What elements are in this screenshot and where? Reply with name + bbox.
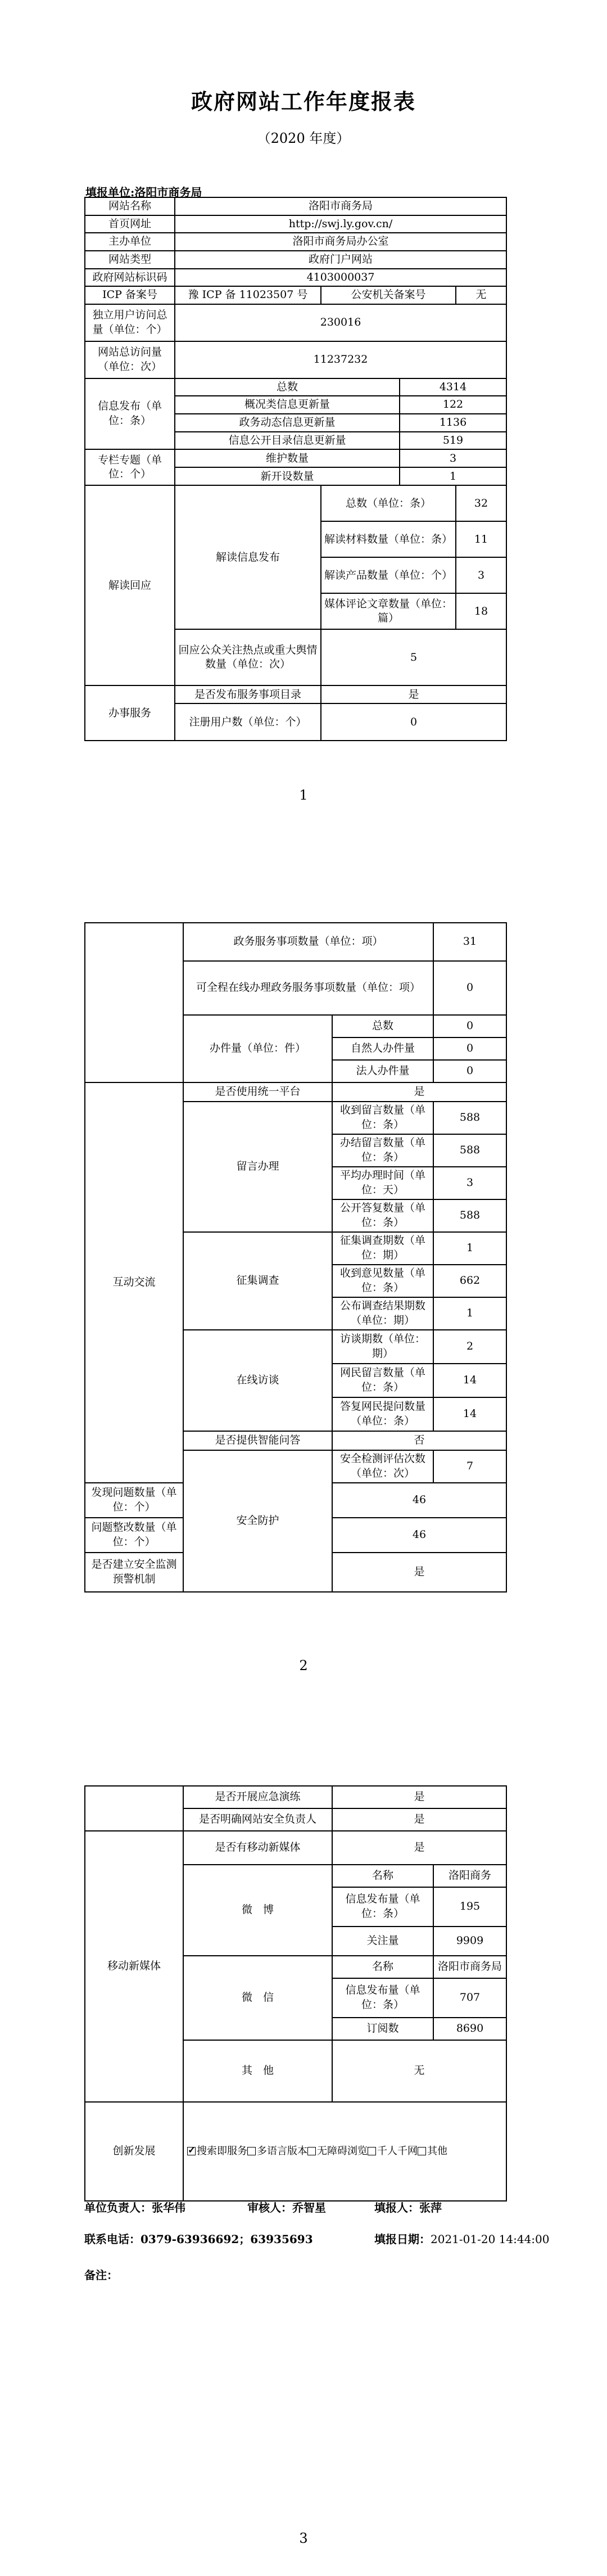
info-dynamic-value: 1136 [400,414,506,432]
reviewer-label: 审核人： [247,2201,292,2214]
respond-value: 5 [321,629,506,685]
table-row [85,251,506,269]
talk-periods-value: 2 [433,1330,506,1364]
reporting-unit-value: 洛阳市商务局 [134,186,202,199]
table-page-1 [84,197,507,741]
interp-media-value: 18 [456,593,506,629]
report-title: 政府网站工作年度报表 [191,89,416,114]
icp-label: ICP 备案号 [85,286,175,304]
site-type-value: 政府门户网站 [175,251,506,269]
innovation-option[interactable] [368,2145,418,2157]
msg-received-label: 收到留言数量（单位：条） [332,1102,433,1134]
inter-platform-value: 是 [332,1082,506,1102]
weibo-name-label: 名称 [332,1865,433,1887]
talk-questions-label: 网民留言数量（单位：条） [332,1364,433,1397]
site-code-value: 4103000037 [175,269,506,287]
table-page-3 [84,1785,507,2201]
topic-maintain-value: 3 [400,449,506,467]
head-label: 单位负责人： [84,2201,152,2214]
innovation-label: 创新发展 [85,2102,183,2201]
phone-label: 联系电话： [84,2232,141,2246]
mobile-has-label: 是否有移动新媒体 [183,1831,332,1865]
wechat-subs-label: 订阅数 [332,2018,433,2040]
table-row [85,2102,506,2201]
survey-periods-label: 征集调查期数（单位：期） [332,1232,433,1265]
innovation-option[interactable] [307,2145,368,2157]
interp-respond-label: 解读回应 [85,485,175,685]
msg-time-label: 平均办理时间（单位：天） [332,1167,433,1199]
table-row [85,233,506,251]
sec-fixed-value: 46 [332,1518,506,1553]
table-row [85,341,506,378]
police-record-value: 无 [456,286,506,304]
topic-label: 专栏专题（单位：个） [85,449,175,485]
talk-answers-value: 14 [433,1397,506,1431]
topic-new-value: 1 [400,467,506,485]
inter-platform-label: 是否使用统一平台 [183,1082,332,1102]
security-label: 安全防护 [183,1450,332,1592]
info-total-value: 4314 [400,378,506,396]
icp-value: 豫 ICP 备 11023507 号 [175,286,321,304]
page-views-label: 网站总访问量（单位：次） [85,341,175,378]
interp-product-value: 3 [456,557,506,593]
smart-qa-value: 否 [332,1431,506,1450]
survey-opinions-value: 662 [433,1265,506,1297]
date-label: 填报日期： [374,2232,431,2246]
msg-done-label: 办结留言数量（单位：条） [332,1134,433,1167]
table-row [85,197,506,215]
sec-person-value: 是 [332,1808,506,1831]
filler-label: 填报人： [374,2201,419,2214]
checkbox[interactable] [418,2147,426,2155]
respond-label: 回应公众关注热点或重大舆情数量（单位：次） [175,629,321,685]
table-row [85,215,506,233]
table-row [85,685,506,703]
sec-warning-value: 是 [332,1553,506,1592]
service-label: 办事服务 [85,685,175,741]
remark-label: 备注： [84,2268,118,2282]
table-row [85,485,506,521]
home-url-label: 首页网址 [85,215,175,233]
svc-cases-total-label: 总数 [332,1015,433,1037]
sec-checks-value: 7 [433,1450,506,1483]
innovation-checkbox-group [187,2145,504,2158]
topic-new-label: 新开设数量 [175,467,400,485]
site-type-label: 网站类型 [85,251,175,269]
survey-opinions-label: 收到意见数量（单位：条） [332,1265,433,1297]
other-media-value: 无 [332,2040,506,2102]
head-field [84,2199,185,2215]
weibo-name-value: 洛阳商务 [433,1865,506,1887]
svc-publish-label: 是否发布服务事项目录 [175,685,321,703]
online-talk-label: 在线访谈 [183,1330,332,1431]
msg-handling-label: 留言办理 [183,1102,332,1232]
interp-total-value: 32 [456,485,506,521]
svc-cases-legal-value: 0 [433,1060,506,1082]
table-page-2 [84,922,507,1592]
msg-time-value: 3 [433,1167,506,1199]
sec-drill-value: 是 [332,1786,506,1808]
wechat-subs-value: 8690 [433,2018,506,2040]
sponsor-value: 洛阳市商务局办公室 [175,233,506,251]
svc-online-value: 0 [433,961,506,1015]
svc-cases-total-value: 0 [433,1015,506,1037]
svc-users-value: 0 [321,703,506,741]
talk-questions-value: 14 [433,1364,506,1397]
sec-person-label: 是否明确网站安全负责人 [183,1808,332,1831]
survey-results-value: 1 [433,1297,506,1330]
innovation-option-label: 搜索即服务 [197,2145,247,2157]
table-row [85,1786,506,1808]
filler-value: 张萍 [419,2201,442,2214]
unique-visitors-label: 独立用户访问总量（单位：个） [85,304,175,341]
info-overview-label: 概况类信息更新量 [175,396,400,414]
site-name-value: 洛阳市商务局 [175,197,506,215]
innovation-option[interactable] [418,2145,447,2157]
interp-material-value: 11 [456,521,506,557]
date-value: 2021-01-20 14:44:00 [431,2232,550,2246]
page-number-2: 2 [299,1658,308,1673]
checkbox[interactable] [368,2147,376,2155]
table-row [85,449,506,467]
checkbox[interactable] [247,2147,256,2155]
weibo-posts-label: 信息发布量（单位：条） [332,1887,433,1927]
innovation-options [183,2102,506,2201]
checkbox[interactable] [187,2147,196,2155]
wechat-posts-label: 信息发布量（单位：条） [332,1978,433,2018]
table-row [85,923,506,961]
svc-cases-label: 办件量（单位：件） [183,1015,332,1082]
weibo-posts-value: 195 [433,1887,506,1927]
home-url-value: http://swj.ly.gov.cn/ [175,215,506,233]
info-catalog-value: 519 [400,432,506,450]
security-label-cont [85,1786,183,1831]
table-row [85,269,506,287]
interp-product-label: 解读产品数量（单位：个） [321,557,456,593]
mobile-has-value: 是 [332,1831,506,1865]
wechat-name-label: 名称 [332,1956,433,1978]
talk-periods-label: 访谈期数（单位：期） [332,1330,433,1364]
wechat-name-value: 洛阳市商务局 [433,1956,506,1978]
phone-field [84,2230,313,2246]
sponsor-label: 主办单位 [85,233,175,251]
msg-public-value: 588 [433,1199,506,1232]
msg-public-label: 公开答复数量（单位：条） [332,1199,433,1232]
site-code-label: 政府网站标识码 [85,269,175,287]
other-media-label: 其 他 [183,2040,332,2102]
topic-maintain-label: 维护数量 [175,449,400,467]
svc-online-label: 可全程在线办理政务服务事项数量（单位：项） [183,961,433,1015]
weibo-followers-value: 9909 [433,1927,506,1956]
info-overview-value: 122 [400,396,506,414]
weibo-followers-label: 关注量 [332,1927,433,1956]
smart-qa-label: 是否提供智能问答 [183,1431,332,1450]
survey-label: 征集调查 [183,1232,332,1330]
wechat-label: 微 信 [183,1956,332,2040]
table-row [85,378,506,396]
innovation-option-label: 多语言版本 [257,2145,307,2157]
sec-warning-label: 是否建立安全监测预警机制 [85,1553,183,1592]
table-row [85,1831,506,1865]
wechat-posts-value: 707 [433,1978,506,2018]
interp-total-label: 总数（单位：条） [321,485,456,521]
sec-checks-label: 安全检测评估次数（单位：次） [332,1450,433,1483]
info-publish-label: 信息发布（单位：条） [85,378,175,450]
weibo-label: 微 博 [183,1865,332,1956]
sec-found-label: 发现问题数量（单位：个） [85,1483,183,1518]
date-field [374,2230,550,2246]
table-row [85,1082,506,1102]
msg-received-value: 588 [433,1102,506,1134]
survey-periods-value: 1 [433,1232,506,1265]
svc-publish-value: 是 [321,685,506,703]
innovation-option-label: 千人千网 [377,2145,418,2157]
table-row [85,304,506,341]
service-label-cont [85,923,183,1082]
site-name-label: 网站名称 [85,197,175,215]
svc-cases-person-value: 0 [433,1037,506,1060]
page-views-value: 11237232 [175,341,506,378]
svc-users-label: 注册用户数（单位：个） [175,703,321,741]
reviewer-value: 乔智星 [292,2201,326,2214]
info-total-label: 总数 [175,378,400,396]
innovation-option-label: 无障碍浏览 [317,2145,368,2157]
info-catalog-label: 信息公开目录信息更新量 [175,432,400,450]
report-year: （2020 年度） [257,130,350,146]
svc-cases-person-label: 自然人办件量 [332,1037,433,1060]
filler-field [374,2199,442,2215]
interp-media-label: 媒体评论文章数量（单位：篇） [321,593,456,629]
phone-value: 0379-63936692；63935693 [141,2232,313,2246]
checkbox[interactable] [307,2147,316,2155]
table-row [85,286,506,304]
mobile-media-label: 移动新媒体 [85,1831,183,2102]
sec-found-value: 46 [332,1483,506,1518]
page-number-3: 3 [299,2530,308,2546]
svc-cases-legal-label: 法人办件量 [332,1060,433,1082]
svc-items-label: 政务服务事项数量（单位：项） [183,923,433,961]
innovation-option[interactable] [187,2145,247,2157]
innovation-option-label: 其他 [427,2145,447,2157]
msg-done-value: 588 [433,1134,506,1167]
survey-results-label: 公布调查结果期数（单位：期） [332,1297,433,1330]
info-dynamic-label: 政务动态信息更新量 [175,414,400,432]
interp-material-label: 解读材料数量（单位：条） [321,521,456,557]
sec-drill-label: 是否开展应急演练 [183,1786,332,1808]
interaction-label: 互动交流 [85,1082,183,1483]
unique-visitors-value: 230016 [175,304,506,341]
innovation-option[interactable] [247,2145,307,2157]
sec-fixed-label: 问题整改数量（单位：个） [85,1518,183,1553]
talk-answers-label: 答复网民提问数量（单位：条） [332,1397,433,1431]
reporting-unit-label: 填报单位: [85,186,135,199]
head-value: 张华伟 [152,2201,185,2214]
interp-publish-label: 解读信息发布 [175,485,321,629]
page-number-1: 1 [299,787,308,803]
police-record-label: 公安机关备案号 [321,286,456,304]
svc-items-value: 31 [433,923,506,961]
reviewer-field [247,2199,326,2215]
